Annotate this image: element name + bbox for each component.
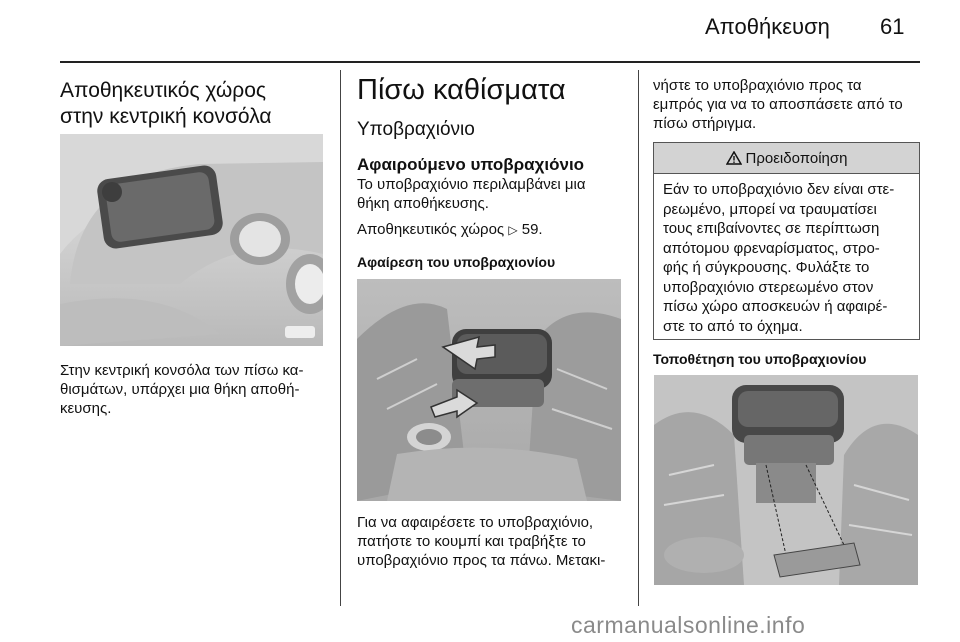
warning-line: πίσω χώρο αποσκευών ή αφαιρέ- [663, 298, 888, 315]
warning-line: Εάν το υποβραχιόνιο δεν είναι στε- [663, 181, 895, 198]
removal-heading: Αφαίρεση του υποβραχιονίου [357, 254, 556, 270]
warning-line: στε το από το όχημα. [663, 317, 803, 335]
warning-triangle-icon [726, 151, 742, 165]
install-heading: Τοποθέτηση του υποβραχιονίου [653, 351, 867, 367]
intro-line-2: θήκη αποθήκευσης. [357, 195, 489, 212]
continued-line-2: εμπρός για να το αποσπάσετε από το [653, 96, 903, 113]
armrest-install-photo [654, 375, 918, 585]
left-body-line-3: κευσης. [60, 400, 112, 417]
running-header-title: Αποθήκευση [705, 14, 830, 39]
section-heading-line-2: στην κεντρική κονσόλα [60, 105, 272, 128]
warning-body [654, 174, 919, 342]
section-heading-line-1: Αποθηκευτικός χώρος [60, 79, 267, 102]
warning-title: Προειδοποίηση [745, 149, 848, 167]
continued-line-1: νήστε το υποβραχιόνιο προς τα [653, 77, 862, 94]
watermark: carmanualsonline.info [571, 612, 806, 638]
cross-reference-page: 59. [521, 221, 543, 238]
armrest-removal-photo [357, 279, 621, 501]
section-title: Υποβραχιόνιο [357, 119, 475, 140]
chapter-title: Πίσω καθίσματα [357, 74, 566, 106]
header-rule [60, 61, 920, 63]
subsection-title: Αφαιρούμενο υποβραχιόνιο [357, 155, 585, 174]
warning-header [654, 143, 919, 174]
continued-text [653, 76, 943, 133]
intro-line-1: Το υποβραχιόνιο περιλαμβάνει μια [357, 176, 586, 193]
warning-line: φής ή σύγκρουσης. Φυλάξτε το [663, 259, 870, 276]
left-body-line-2: θισμάτων, υπάρχει μια θήκη αποθή- [60, 381, 300, 398]
continued-line-3: πίσω στήριγμα. [653, 115, 757, 132]
column-divider-left [340, 70, 341, 606]
warning-line: τους επιβαίνοντες σε περίπτωση [663, 220, 880, 237]
install-heading-block [653, 350, 933, 368]
removal-text [357, 513, 637, 570]
warning-line: απότομου φρεναρίσματος, στρο- [663, 239, 880, 257]
left-body-text [60, 361, 335, 418]
cross-reference-text: Αποθηκευτικός χώρος [357, 221, 505, 238]
page-number: 61 [880, 14, 905, 39]
removal-line-2: πατήστε το κουμπί και τραβήξτε το [357, 533, 586, 550]
page-arrow-icon: ▷ [508, 223, 518, 237]
left-body-line-1: Στην κεντρική κονσόλα των πίσω κα- [60, 362, 304, 379]
warning-box [653, 142, 920, 340]
warning-line: ρεωμένο, μπορεί να τραυματίσει [663, 200, 877, 218]
removal-line-3: υποβραχιόνιο προς τα πάνω. Μετακι- [357, 552, 606, 569]
column-divider-right [638, 70, 639, 606]
cross-reference[interactable] [357, 220, 632, 240]
warning-line: υποβραχιόνιο στερεωμένο στον [663, 278, 874, 296]
console-storage-photo [60, 134, 323, 346]
left-heading-block [60, 78, 330, 130]
removal-line-1: Για να αφαιρέσετε το υποβραχιόνιο, [357, 514, 594, 531]
middle-top-block [357, 73, 632, 271]
